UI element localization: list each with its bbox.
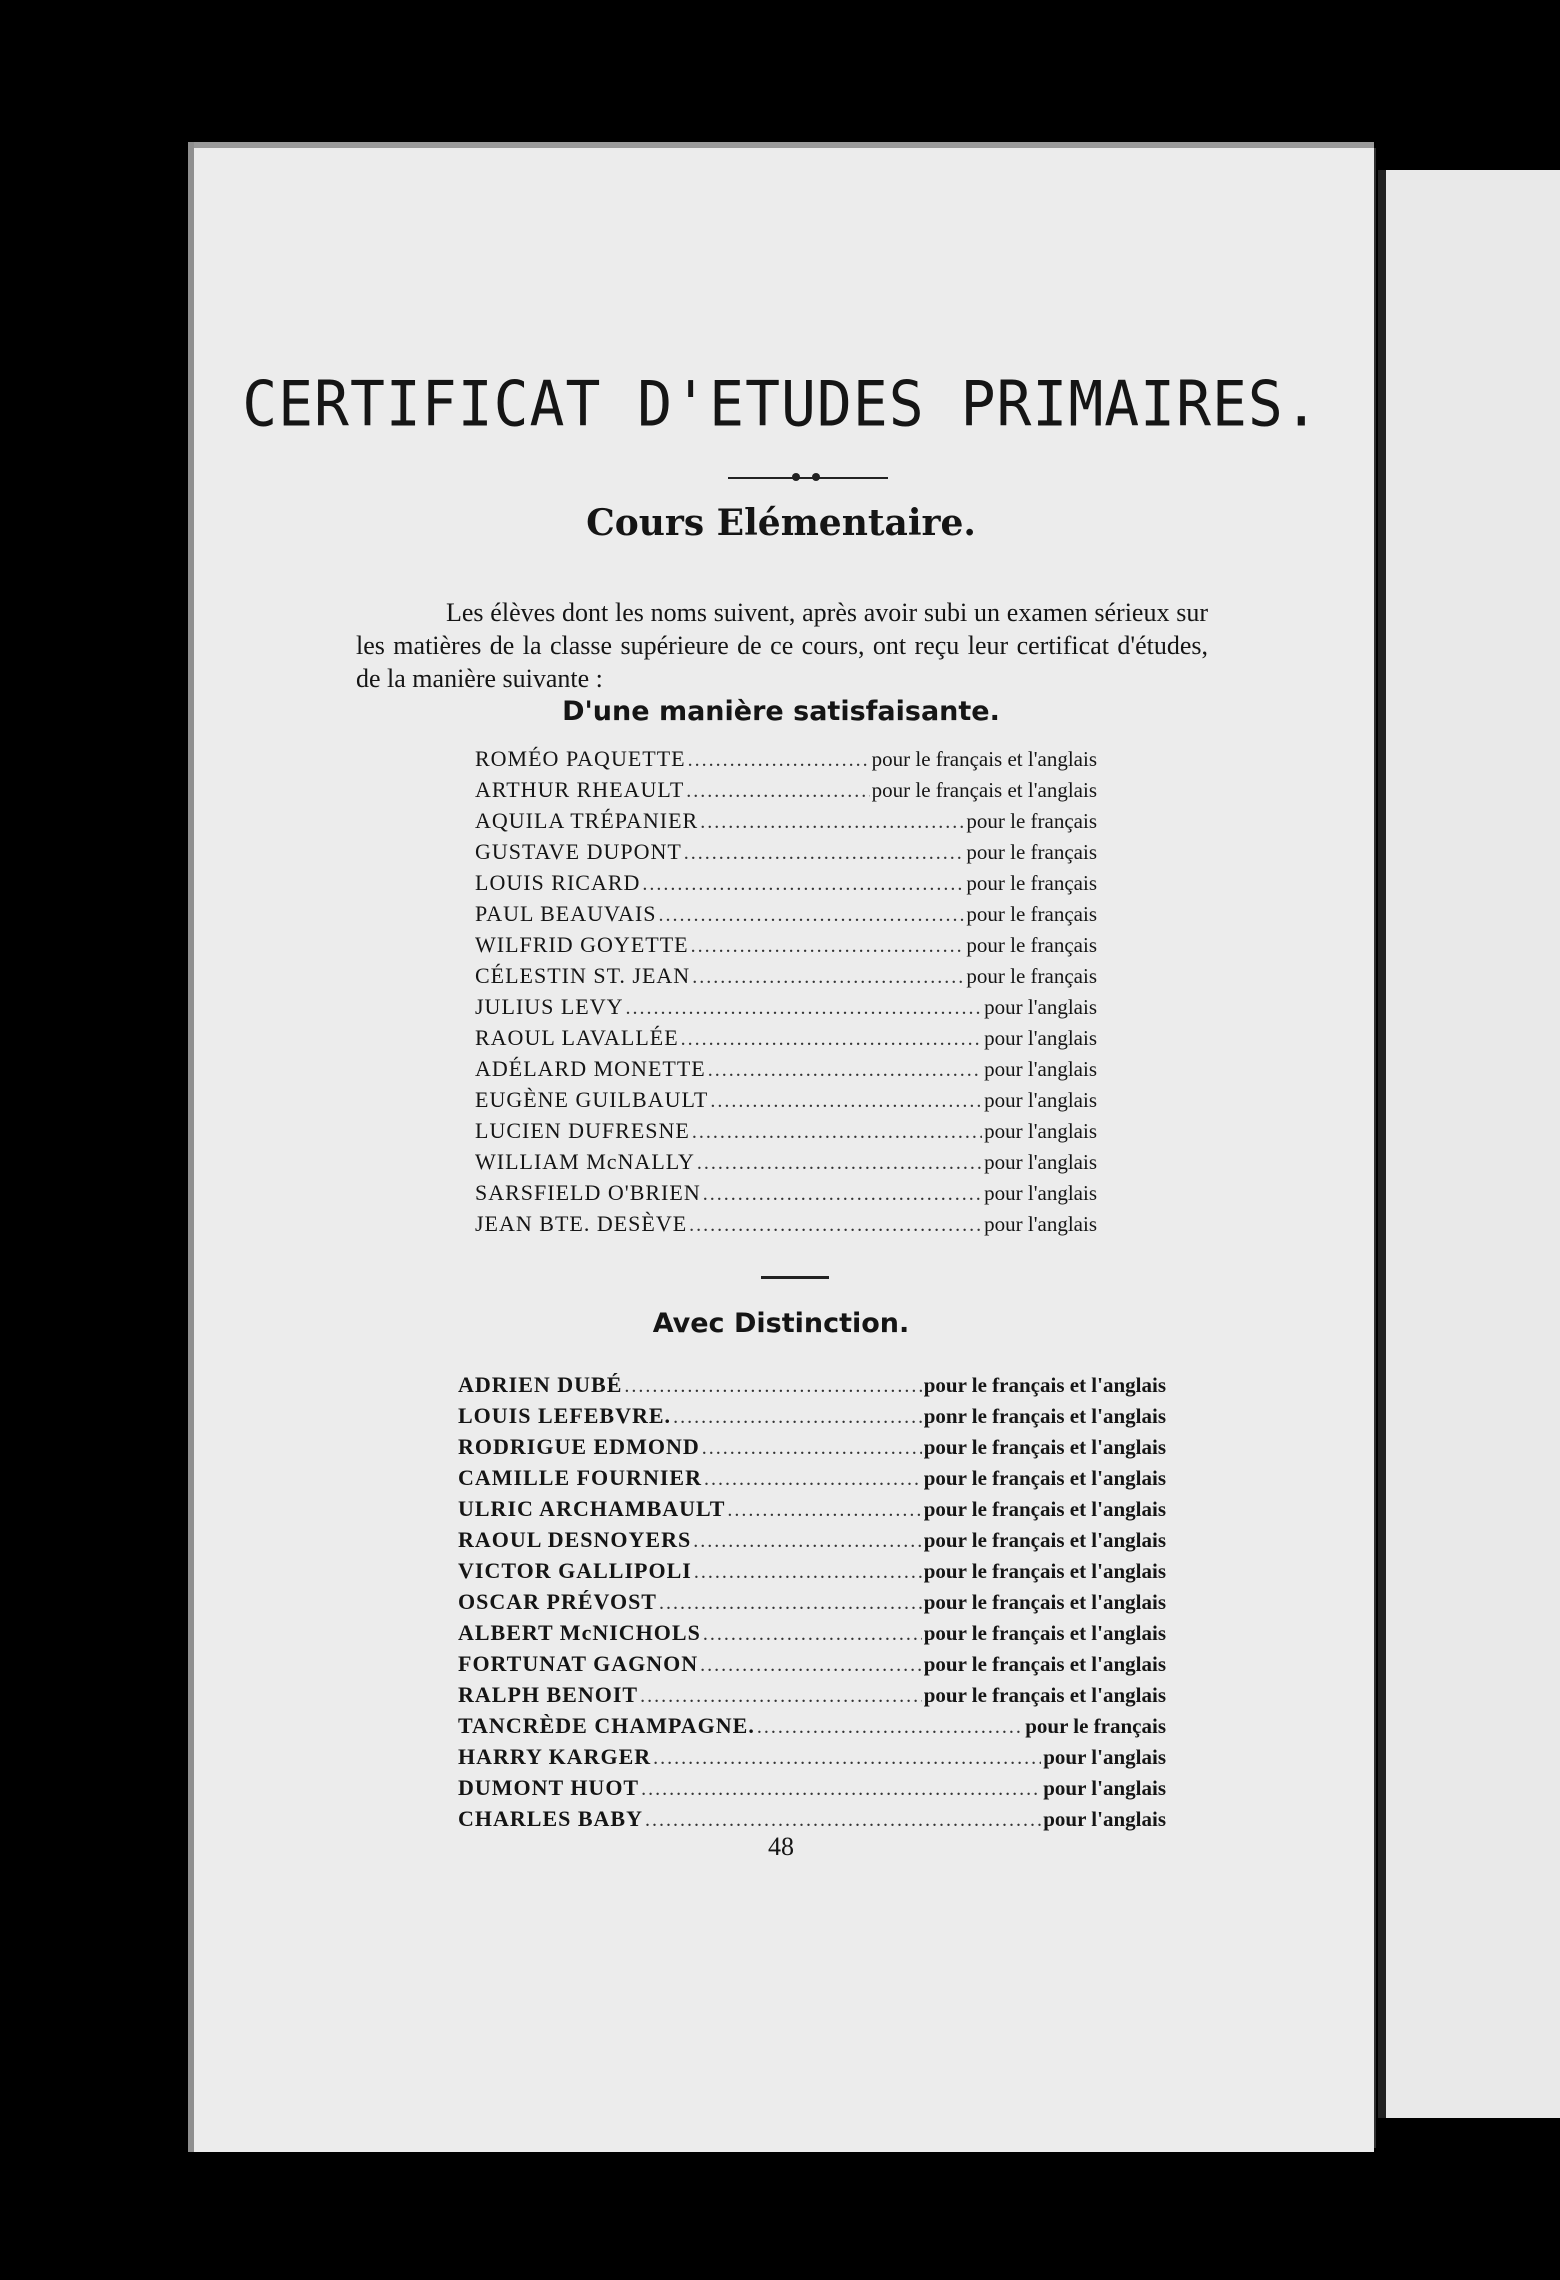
dot-leader (626, 997, 983, 1020)
list-item (475, 1149, 1097, 1180)
dot-leader (704, 1468, 922, 1491)
list-item (475, 870, 1097, 901)
dot-leader (686, 780, 869, 803)
dot-leader (642, 873, 964, 896)
list-item (458, 1744, 1166, 1775)
list-item (475, 746, 1097, 777)
ornament-dot (812, 473, 820, 481)
dot-leader (703, 1183, 982, 1206)
dot-leader (691, 935, 965, 958)
student-name: RAOUL DESNOYERS (458, 1527, 692, 1552)
student-name: ADÉLARD MONETTE (475, 1056, 706, 1081)
dot-leader (641, 1778, 1041, 1801)
title-ornament (728, 472, 888, 482)
document-page (188, 142, 1374, 2152)
subject-text: pour le français (966, 933, 1097, 957)
dot-leader (673, 1406, 922, 1429)
subject-text: pour l'anglais (984, 1212, 1097, 1236)
subject-text: pour le français et l'anglais (923, 1559, 1166, 1583)
dot-leader (710, 1090, 982, 1113)
ornament-dot (792, 473, 800, 481)
student-name: RALPH BENOIT (458, 1682, 639, 1707)
student-name: JULIUS LEVY (475, 994, 624, 1019)
list-item (475, 1087, 1097, 1118)
list-item (458, 1682, 1166, 1713)
list-item (458, 1651, 1166, 1682)
subject-text: pour l'anglais (1043, 1745, 1166, 1769)
student-name: CÉLESTIN ST. JEAN (475, 963, 691, 988)
list-item (458, 1403, 1166, 1434)
student-name: DUMONT HUOT (458, 1775, 640, 1800)
section-divider (761, 1276, 829, 1279)
dot-leader (708, 1059, 982, 1082)
page-title: CERTIFICAT D'ETUDES PRIMAIRES. (242, 367, 1320, 441)
student-name: GUSTAVE DUPONT (475, 839, 682, 864)
student-name: OSCAR PRÉVOST (458, 1589, 657, 1614)
subject-text: pour le français et l'anglais (923, 1435, 1166, 1459)
subject-text: pour le français et l'anglais (923, 1590, 1166, 1614)
list-item (475, 963, 1097, 994)
page-number: 48 (768, 1832, 794, 1861)
student-name: RODRIGUE EDMOND (458, 1434, 700, 1459)
student-name: PAUL BEAUVAIS (475, 901, 657, 926)
list-item (475, 1180, 1097, 1211)
dot-leader (624, 1375, 921, 1398)
subject-text: pour le français (966, 871, 1097, 895)
dot-leader (653, 1747, 1041, 1770)
subject-text: pour l'anglais (984, 1150, 1097, 1174)
dot-leader (659, 1592, 922, 1615)
list-item (458, 1465, 1166, 1496)
list-item (458, 1620, 1166, 1651)
dot-leader (700, 811, 964, 834)
dot-leader (659, 904, 965, 927)
dot-leader (700, 1654, 922, 1677)
subject-text: pour le français et l'anglais (923, 1466, 1166, 1490)
subject-text: pour le français (966, 840, 1097, 864)
subject-text: pour le français et l'anglais (923, 1373, 1166, 1397)
student-name: LOUIS LEFEBVRE. (458, 1403, 672, 1428)
intro-paragraph: Les élèves dont les noms suivent, après avoir subi un examen sérieux sur les matières de la classe supérieure de ce cours, ont reçu leur certificat d'études, de la manière suivante : (356, 598, 1208, 693)
list-item (458, 1496, 1166, 1527)
student-name: LOUIS RICARD (475, 870, 641, 895)
student-name: WILLIAM McNALLY (475, 1149, 695, 1174)
dot-leader (694, 1561, 922, 1584)
student-name: SARSFIELD O'BRIEN (475, 1180, 701, 1205)
dot-leader (684, 842, 965, 865)
subject-text: pour le français (1025, 1714, 1166, 1738)
dot-leader (703, 1623, 922, 1646)
subject-text: pour le français (966, 809, 1097, 833)
distinction-list (458, 1372, 1166, 1837)
list-item (458, 1589, 1166, 1620)
ornament-line (728, 477, 888, 479)
list-item (458, 1372, 1166, 1403)
list-item (475, 1056, 1097, 1087)
dot-leader (697, 1152, 982, 1175)
list-item (475, 839, 1097, 870)
adjacent-page-edge (1378, 170, 1560, 2118)
list-item (475, 1211, 1097, 1242)
student-name: CAMILLE FOURNIER (458, 1465, 702, 1490)
subject-text: pour l'anglais (984, 1088, 1097, 1112)
student-name: VICTOR GALLIPOLI (458, 1558, 692, 1583)
subject-text: ponr le français et l'anglais (923, 1404, 1166, 1428)
subject-text: pour l'anglais (984, 1026, 1097, 1050)
subject-text: pour le français et l'anglais (923, 1652, 1166, 1676)
dot-leader (681, 1028, 982, 1051)
student-name: WILFRID GOYETTE (475, 932, 689, 957)
subject-text: pour l'anglais (984, 1119, 1097, 1143)
dot-leader (688, 749, 870, 772)
list-item (475, 901, 1097, 932)
subject-text: pour le français et l'anglais (923, 1683, 1166, 1707)
dot-leader (692, 966, 964, 989)
list-item (475, 777, 1097, 808)
satisfaisante-list (475, 746, 1097, 1242)
subject-text: pour l'anglais (984, 1181, 1097, 1205)
student-name: TANCRÈDE CHAMPAGNE. (458, 1713, 755, 1738)
student-name: ARTHUR RHEAULT (475, 777, 685, 802)
student-name: ROMÉO PAQUETTE (475, 746, 686, 771)
subject-text: pour l'anglais (984, 995, 1097, 1019)
list-item (475, 808, 1097, 839)
dot-leader (702, 1437, 922, 1460)
subject-text: pour le français (966, 902, 1097, 926)
dot-leader (692, 1121, 982, 1144)
dot-leader (693, 1530, 922, 1553)
student-name: HARRY KARGER (458, 1744, 652, 1769)
subject-text: pour le français et l'anglais (871, 747, 1097, 771)
list-item (458, 1713, 1166, 1744)
student-name: CHARLES BABY (458, 1806, 643, 1831)
subject-text: pour l'anglais (1043, 1776, 1166, 1800)
list-item (458, 1558, 1166, 1589)
subject-text: pour le français (966, 964, 1097, 988)
list-item (475, 932, 1097, 963)
list-item (475, 1025, 1097, 1056)
student-name: FORTUNAT GAGNON (458, 1651, 699, 1676)
dot-leader (727, 1499, 921, 1522)
subject-text: pour l'anglais (1043, 1807, 1166, 1831)
dot-leader (689, 1214, 982, 1237)
student-name: ADRIEN DUBÉ (458, 1372, 623, 1397)
student-name: ULRIC ARCHAMBAULT (458, 1496, 726, 1521)
list-item (458, 1775, 1166, 1806)
subject-text: pour le français et l'anglais (923, 1497, 1166, 1521)
subject-text: pour le français et l'anglais (871, 778, 1097, 802)
student-name: RAOUL LAVALLÉE (475, 1025, 679, 1050)
list-item (475, 994, 1097, 1025)
student-name: JEAN BTE. DESÈVE (475, 1211, 688, 1236)
subject-text: pour le français et l'anglais (923, 1621, 1166, 1645)
list-item (458, 1527, 1166, 1558)
dot-leader (640, 1685, 922, 1708)
student-name: EUGÈNE GUILBAULT (475, 1087, 709, 1112)
satisfaisante-heading: D'une manière satisfaisante. (562, 696, 1000, 727)
subject-text: pour le français et l'anglais (923, 1528, 1166, 1552)
list-item (458, 1434, 1166, 1465)
student-name: LUCIEN DUFRESNE (475, 1118, 690, 1143)
list-item (475, 1118, 1097, 1149)
dot-leader (645, 1809, 1041, 1832)
dot-leader (757, 1716, 1023, 1739)
section-title: Cours Elémentaire. (586, 502, 976, 544)
student-name: ALBERT McNICHOLS (458, 1620, 701, 1645)
distinction-heading: Avec Distinction. (652, 1308, 910, 1339)
subject-text: pour l'anglais (984, 1057, 1097, 1081)
student-name: AQUILA TRÉPANIER (475, 808, 699, 833)
